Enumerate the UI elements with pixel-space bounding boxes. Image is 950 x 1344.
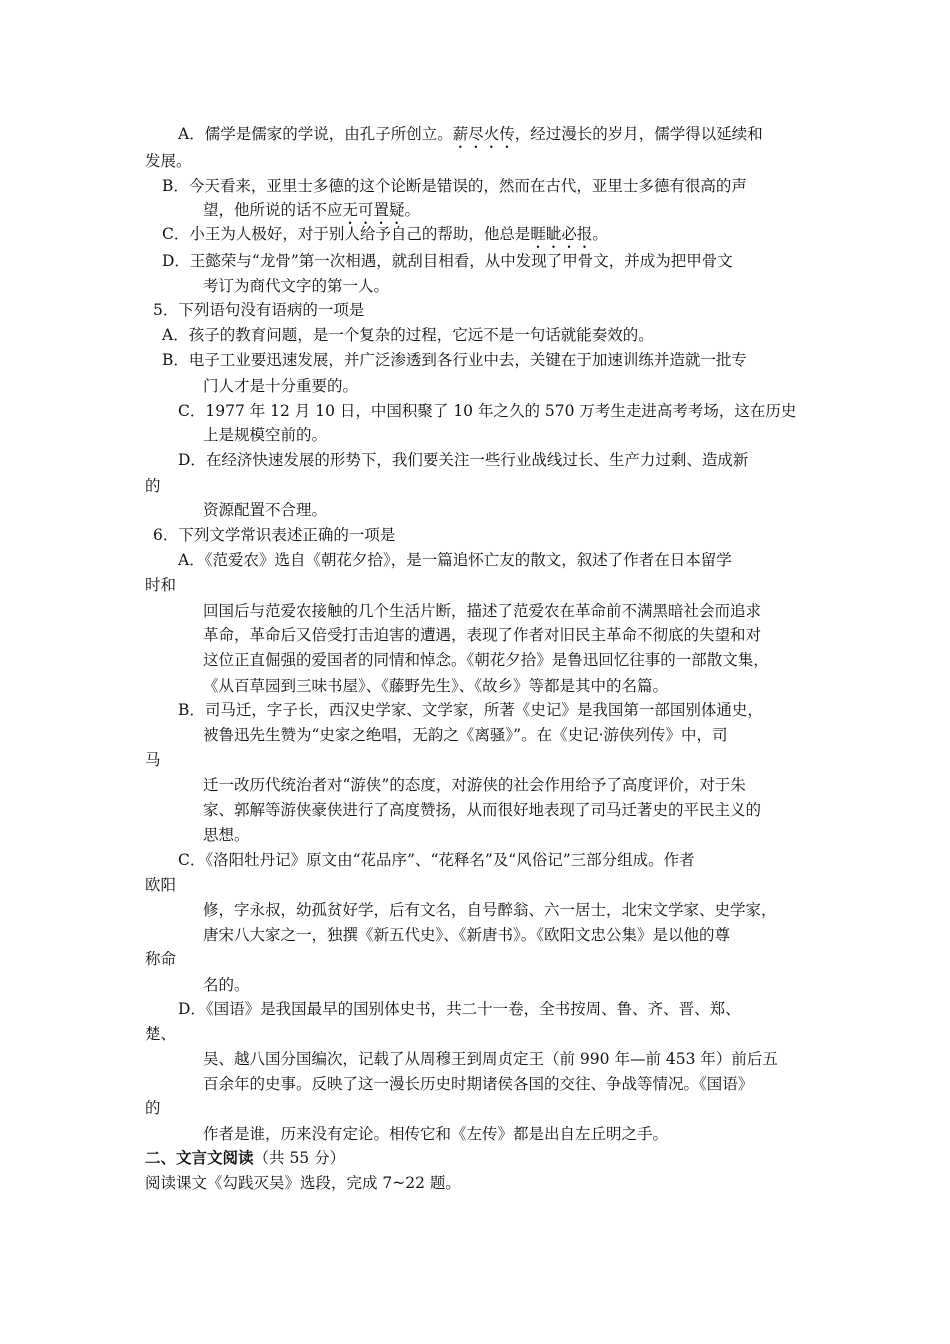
q6-stem: 6．下列文学常识表述正确的一项是: [153, 526, 396, 544]
q6-option-b-line5: 家、郭解等游侠豪侠进行了高度赞扬，从而很好地表现了司马迁著史的平民主义的: [203, 801, 762, 819]
q6-option-d-line3: 吴、越八国分国编次，记载了从周穆王到周贞定王（前 990 年—前 453 年）前后五: [203, 1050, 778, 1068]
q6-option-d-line4: 百余年的史事。反映了这一漫长历史时期诸侯各国的交往、争战等情况。《国语》: [203, 1075, 754, 1093]
q4-option-c-line1: C．小王为人极好，对于别人给予自己的帮助，他总是睚眦必报。: [162, 225, 608, 243]
section-score: （共 55 分）: [253, 1149, 346, 1167]
q4-option-b-line1: B．今天看来，亚里士多德的这个论断是错误的，然而在古代，亚里士多德有很高的声: [162, 177, 747, 195]
q6-option-a-line5: 这位正直倔强的爱国者的同情和悼念。《朝花夕拾》是鲁迅回忆往事的一部散文集，: [203, 651, 769, 669]
q5-option-b-line2: 门人才是十分重要的。: [203, 377, 359, 395]
q6-option-a-line1: A．《范爱农》选自《朝花夕拾》，是一篇追怀亡友的散文，叙述了作者在日本留学: [178, 551, 732, 569]
q5-stem: 5．下列语句没有语病的一项是: [153, 301, 365, 319]
q4-option-d-line1: D．王懿荣与“龙骨”第一次相遇，就刮目相看，从中发现了甲骨文，并成为把甲骨文: [162, 252, 733, 270]
q5-option-d-line3: 资源配置不合理。: [203, 501, 328, 519]
q6-option-b-line3: 马: [145, 751, 161, 769]
q6-option-d-line6: 作者是谁，历来没有定论。相传它和《左传》都是出自左丘明之手。: [203, 1125, 669, 1143]
q4-option-a-line2: 发展。: [145, 152, 192, 170]
q5-option-c-line2: 上是规模空前的。: [203, 426, 328, 444]
q4-option-b-line2: 望，他所说的话不应无可置疑。: [203, 201, 421, 219]
q6-option-a-line4: 革命，革命后又倍受打击迫害的遭遇，表现了作者对旧民主革命不彻底的失望和对: [203, 626, 762, 644]
q6-option-c-line2: 欧阳: [145, 876, 177, 894]
q6-option-b-line6: 思想。: [203, 826, 250, 844]
section-heading: [0, 1145, 950, 1171]
q6-option-d-line5: 的: [145, 1099, 161, 1117]
q6-option-d-line1: D．《国语》是我国最早的国别体史书，共二十一卷，全书按周、鲁、齐、晋、郑、: [178, 1000, 741, 1018]
q5-option-d-line1: D．在经济快速发展的形势下，我们要关注一些行业战线过长、生产力过剩、造成新: [178, 451, 749, 469]
q6-option-c-line6: 名的。: [203, 976, 250, 994]
q6-option-c-line4: 唐宋八大家之一，独撰《新五代史》、《新唐书》。《欧阳文忠公集》是以他的尊: [203, 926, 731, 944]
q6-option-a-line6: 《从百草园到三味书屋》、《藤野先生》、《故乡》等都是其中的名篇。: [203, 677, 669, 695]
q6-option-c-line3: 修，字永叔，幼孤贫好学，后有文名，自号醉翁、六一居士，北宋文学家、史学家，: [203, 901, 777, 919]
q5-option-b-line1: B．电子工业要迅速发展，并广泛渗透到各行业中去，关键在于加速训练并造就一批专: [162, 351, 747, 369]
q6-option-c-line1: C．《洛阳牡丹记》原文由“花品序”、“花释名”及“风俗记”三部分组成。作者: [178, 851, 695, 869]
q6-option-b-line2: 被鲁迅先生赞为“史家之绝唱，无韵之《离骚》”。在《史记·游侠列传》中，司: [203, 726, 728, 744]
section-title: 二、文言文阅读: [145, 1148, 254, 1167]
q5-option-a: A．孩子的教育问题，是一个复杂的过程，它远不是一句话就能奏效的。: [162, 326, 654, 344]
q4-option-a-line1: A．儒学是儒家的学说，由孔子所创立。薪尽火传，经过漫长的岁月，儒学得以延续和: [178, 125, 763, 143]
section-intro: 阅读课文《勾践灭吴》选段，完成 7~22 题。: [145, 1174, 461, 1192]
q5-option-c-line1: C．1977 年 12 月 10 日，中国积聚了 10 年之久的 570 万考生走进高考考场，这在历史: [178, 402, 797, 420]
q6-option-a-line3: 回国后与范爱农接触的几个生活片断，描述了范爱农在革命前不满黑暗社会而追求: [203, 602, 762, 620]
q6-option-d-line2: 楚、: [145, 1025, 177, 1043]
q4-option-d-line2: 考订为商代文字的第一人。: [203, 277, 390, 295]
q6-option-a-line2: 时和: [145, 576, 177, 594]
q4-option-a-emphasis: 薪尽火传: [452, 125, 515, 143]
q4-option-c-emphasis: 睚眦必报: [530, 225, 593, 243]
q6-option-b-line4: 迁一改历代统治者对“游侠”的态度，对游侠的社会作用给予了高度评价，对于朱: [203, 776, 746, 794]
q5-option-d-line2: 的: [145, 477, 161, 495]
q6-option-b-line1: B．司马迁，字子长，西汉史学家、文学家，所著《史记》是我国第一部国别体通史，: [178, 701, 763, 719]
q4-option-b-emphasis: 无可置疑: [342, 201, 405, 219]
q6-option-c-line5: 称命: [145, 950, 177, 968]
